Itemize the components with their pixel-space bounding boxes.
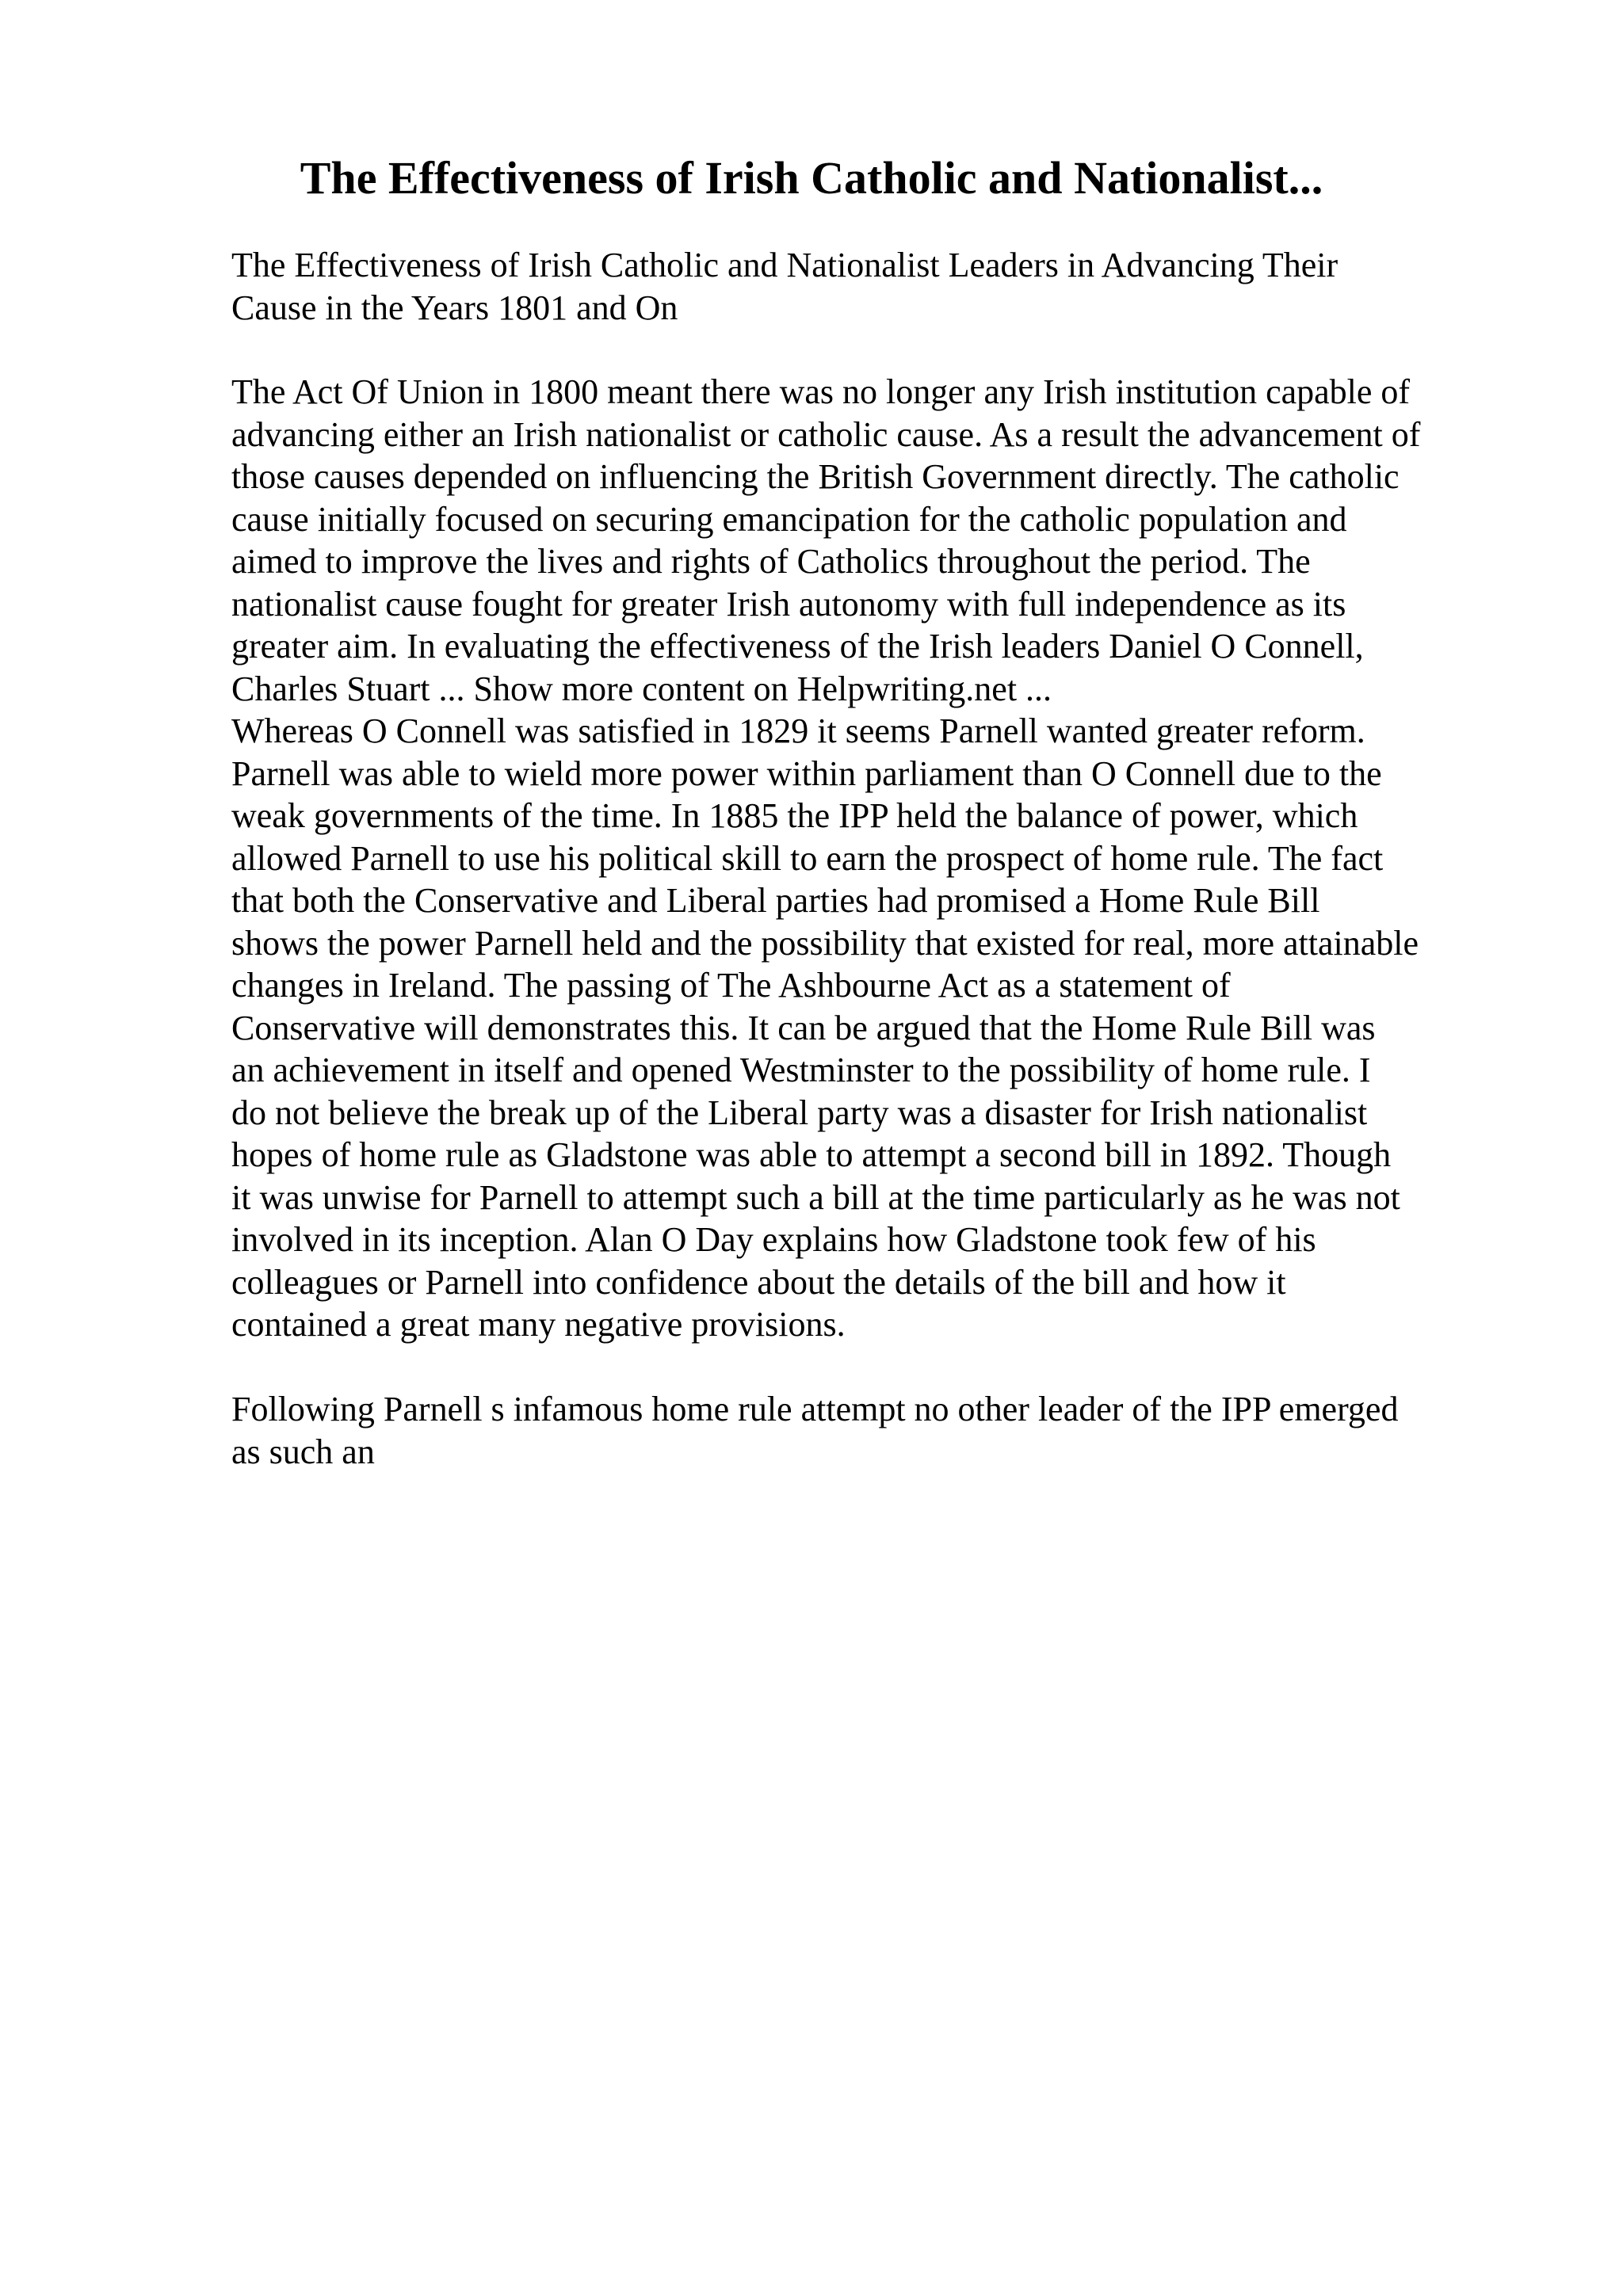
paragraph-line: nationalist cause fought for greater Irish autonomy with full independence as its bbox=[231, 584, 1346, 624]
paragraph-line: colleagues or Parnell into confidence about the details of the bill and how it bbox=[231, 1262, 1286, 1302]
paragraph-line: changes in Ireland. The passing of The Ashbourne Act as a statement of bbox=[231, 966, 1231, 1005]
paragraph-line: contained a great many negative provisions. bbox=[231, 1305, 846, 1344]
paragraph-line: Parnell was able to wield more power within parliament than O Connell due to the bbox=[231, 753, 1382, 793]
subtitle-line: Cause in the Years 1801 and On bbox=[231, 288, 678, 327]
document-title: The Effectiveness of Irish Catholic and Nationalist... bbox=[300, 152, 1323, 204]
paragraph-line: advancing either an Irish nationalist or catholic cause. As a result the advancement of bbox=[231, 414, 1421, 454]
paragraph-line: aimed to improve the lives and rights of Catholics throughout the period. The bbox=[231, 542, 1311, 581]
paragraph-line: an achievement in itself and opened Westminster to the possibility of home rule. I bbox=[231, 1051, 1371, 1089]
paragraph-line: cause initially focused on securing emancipation for the catholic population and bbox=[231, 499, 1347, 539]
paragraph-line: involved in its inception. Alan O Day explains how Gladstone took few of his bbox=[231, 1220, 1316, 1259]
paragraph-line: as such an bbox=[231, 1432, 375, 1471]
paragraph-line: allowed Parnell to use his political skill to earn the prospect of home rule. The fact bbox=[231, 838, 1384, 878]
paragraph-line: The Act Of Union in 1800 meant there was no longer any Irish institution capable of bbox=[231, 372, 1411, 411]
paragraph-line: those causes depended on influencing the British Government directly. The catholic bbox=[231, 457, 1400, 496]
paragraph-line: weak governments of the time. In 1885 the IPP held the balance of power, which bbox=[231, 796, 1358, 835]
paragraph-line: greater aim. In evaluating the effectiveness of the Irish leaders Daniel O Connell, bbox=[231, 627, 1364, 666]
paragraph-line: that both the Conservative and Liberal parties had promised a Home Rule Bill bbox=[231, 881, 1320, 920]
paragraph-line: it was unwise for Parnell to attempt such a bill at the time particularly as he was not bbox=[231, 1177, 1400, 1217]
paragraph-2 bbox=[231, 1388, 1515, 1473]
paragraph-line: shows the power Parnell held and the possibility that existed for real, more attainable bbox=[231, 923, 1419, 963]
paragraph-line: Following Parnell s infamous home rule attempt no other leader of the IPP emerged bbox=[231, 1390, 1399, 1428]
paragraph-1 bbox=[231, 371, 1515, 1346]
paragraph-line: Whereas O Connell was satisfied in 1829 it seems Parnell wanted greater reform. bbox=[231, 711, 1365, 750]
paragraph-line: hopes of home rule as Gladstone was able to attempt a second bill in 1892. Though bbox=[231, 1135, 1392, 1174]
paragraph-line: Conservative will demonstrates this. It can be argued that the Home Rule Bill was bbox=[231, 1008, 1376, 1047]
paragraph-line: Charles Stuart ... Show more content on Helpwriting.net ... bbox=[231, 669, 1052, 708]
subtitle-line: The Effectiveness of Irish Catholic and Nationalist Leaders in Advancing Their bbox=[231, 246, 1338, 284]
paragraph-line: do not believe the break up of the Liberal party was a disaster for Irish nationalist bbox=[231, 1093, 1368, 1132]
document-subtitle bbox=[231, 244, 1515, 329]
